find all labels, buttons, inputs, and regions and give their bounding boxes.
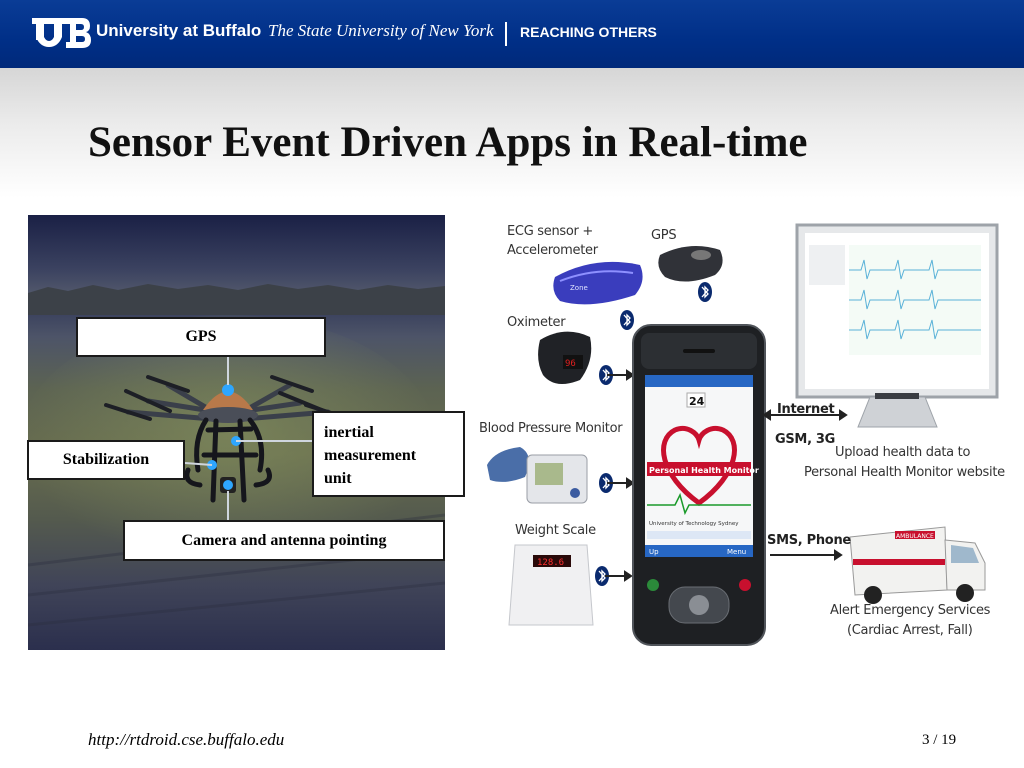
- imu-line-1: inertial: [324, 424, 374, 441]
- label-oximeter: Oximeter: [507, 315, 566, 330]
- header-tagline: REACHING OTHERS: [520, 24, 657, 40]
- ub-logo-icon: [32, 15, 92, 51]
- svg-text:AMBULANCE: AMBULANCE: [896, 533, 934, 540]
- weight-scale-device: [509, 545, 593, 625]
- label-upload-1: Upload health data to: [835, 445, 971, 460]
- svg-text:24: 24: [689, 395, 705, 408]
- label-sms: SMS, Phone: [767, 533, 851, 548]
- health-monitor-diagram: [475, 215, 1005, 655]
- ecg-sensor-device: [553, 262, 642, 305]
- label-upload-2: Personal Health Monitor website: [804, 465, 1005, 480]
- label-ecg-1: ECG sensor +: [507, 224, 594, 239]
- label-internet: Internet: [777, 402, 835, 417]
- svg-text:128.6: 128.6: [537, 558, 565, 568]
- drone-label-gps: GPS: [76, 317, 326, 357]
- label-gsm: GSM, 3G: [775, 432, 836, 447]
- page-number: 3 / 19: [922, 732, 957, 748]
- label-ecg-2: Accelerometer: [507, 243, 598, 258]
- university-header-bar: [0, 0, 1024, 68]
- label-alert-2: (Cardiac Arrest, Fall): [847, 623, 973, 638]
- svg-text:University of Technology Sydne: University of Technology Sydney: [649, 521, 739, 527]
- gps-device: [658, 246, 722, 282]
- drone-label-camera: Camera and antenna pointing: [123, 520, 445, 561]
- label-alert-1: Alert Emergency Services: [830, 603, 991, 618]
- imu-line-3: unit: [324, 470, 352, 487]
- imu-line-2: measurement: [324, 447, 417, 464]
- svg-text:Up: Up: [649, 548, 659, 556]
- label-gps: GPS: [651, 228, 677, 243]
- svg-text:Menu: Menu: [727, 548, 747, 556]
- label-blood-pressure: Blood Pressure Monitor: [479, 421, 623, 436]
- blood-pressure-device: [487, 447, 587, 503]
- label-weight-scale: Weight Scale: [515, 523, 596, 538]
- smartphone: [633, 325, 765, 645]
- drone-label-stabilization: Stabilization: [27, 440, 185, 480]
- university-subtitle: The State University of New York: [268, 21, 494, 40]
- header-divider: [505, 22, 507, 46]
- svg-text:Personal Health Monitor: Personal Health Monitor: [649, 466, 759, 475]
- ambulance: [850, 527, 985, 604]
- oximeter-device: [538, 332, 591, 384]
- footer-url-link[interactable]: http://rtdroid.cse.buffalo.edu: [88, 730, 285, 749]
- university-name: University at Buffalo: [96, 21, 262, 40]
- drone-label-imu: [312, 411, 465, 497]
- svg-text:96: 96: [565, 359, 576, 369]
- slide-title: Sensor Event Driven Apps in Real-time: [88, 119, 808, 166]
- svg-text:Zone: Zone: [570, 284, 588, 292]
- computer-monitor: [797, 225, 997, 427]
